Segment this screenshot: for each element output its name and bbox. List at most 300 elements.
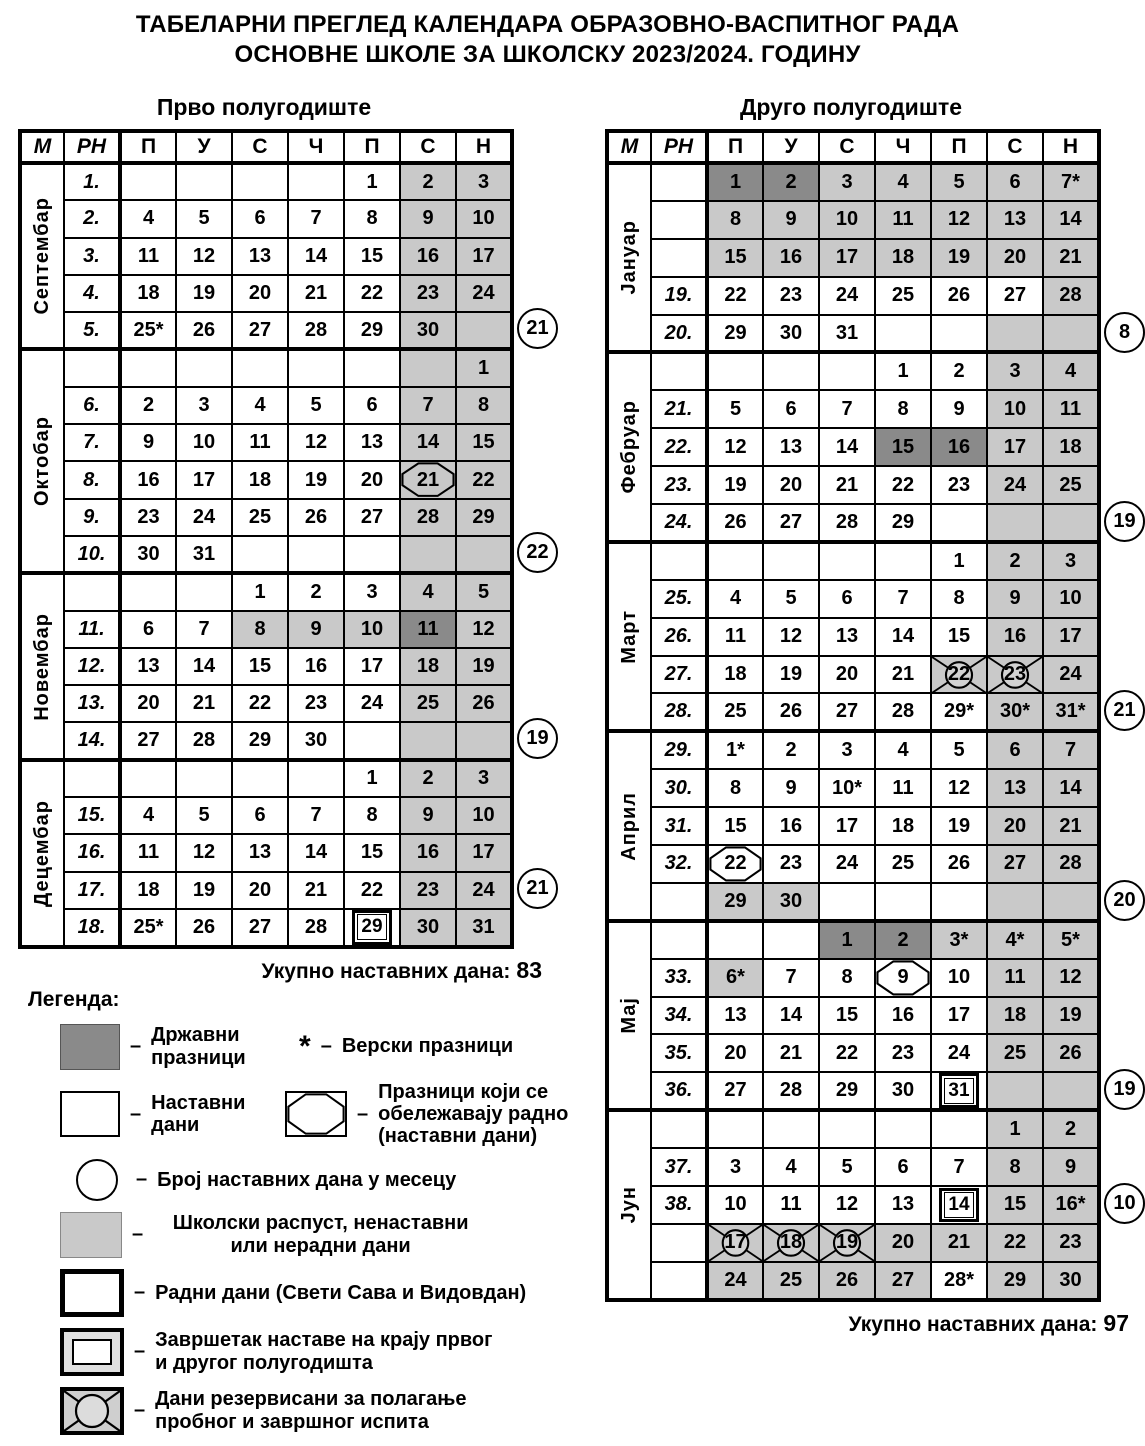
day-number: 21	[416, 468, 440, 491]
month-name-cell	[607, 542, 651, 731]
day-number: 25	[248, 505, 272, 528]
day-number: 5	[310, 393, 322, 416]
day-cell	[232, 573, 288, 610]
day-number: 4	[1064, 360, 1077, 383]
day-number: 27	[137, 729, 160, 752]
week-number-cell: 19.	[651, 277, 707, 315]
day-cell	[875, 352, 931, 390]
day-number: 3	[841, 739, 853, 762]
day-number: 22	[248, 692, 272, 715]
day-number: 2	[785, 170, 797, 193]
day-cell	[400, 275, 456, 312]
day-number: 2	[310, 580, 322, 603]
day-cell	[987, 315, 1043, 353]
total-label: Укупно наставних дана:	[848, 1312, 1098, 1336]
day-number: 28	[891, 700, 915, 723]
day-number: 3	[1064, 549, 1077, 572]
day-number: 16	[779, 814, 803, 837]
exam-days-swatch	[60, 1387, 124, 1435]
day-number: 24	[192, 505, 216, 528]
day-cell	[1043, 239, 1099, 277]
day-cell	[120, 872, 176, 909]
day-cell	[344, 163, 400, 200]
day-number: 9	[422, 804, 434, 827]
day-cell	[987, 277, 1043, 315]
day-cell	[1043, 390, 1099, 428]
month-name: Фебруар	[618, 400, 640, 494]
monthly-teaching-days-count: 21	[517, 308, 558, 349]
day-number: 15	[1003, 1193, 1027, 1216]
day-cell	[931, 390, 987, 428]
day-cell	[176, 722, 232, 759]
semester-first-total	[18, 957, 542, 984]
week-number-cell: 26.	[651, 618, 707, 656]
day-cell	[763, 239, 819, 277]
day-number: 18	[248, 468, 272, 491]
day-number: 28	[192, 729, 216, 752]
day-cell	[1043, 769, 1099, 807]
day-cell	[400, 163, 456, 200]
week-number-cell: 5.	[64, 312, 120, 349]
week-number-cell: 9.	[64, 499, 120, 536]
calendar-tables	[0, 70, 1136, 1446]
legend-label: Завршетак наставе на крају првог и другог полугодишта	[155, 1329, 493, 1374]
day-number: 30	[1059, 1268, 1082, 1291]
week-number-cell	[651, 201, 707, 239]
day-cell	[987, 1224, 1043, 1262]
day-number: 26	[304, 505, 328, 528]
day-number: 3	[729, 1155, 742, 1178]
day-cell	[763, 1224, 819, 1262]
dash: –	[134, 1281, 146, 1304]
day-cell	[176, 797, 232, 834]
month-name-cell	[607, 731, 651, 920]
day-number: 1	[366, 767, 378, 790]
day-cell	[931, 656, 987, 694]
monthly-count-circle-swatch	[76, 1159, 118, 1201]
day-cell	[232, 387, 288, 424]
day-number: 23	[1003, 663, 1027, 686]
day-number: 20	[1003, 814, 1027, 837]
day-cell	[819, 1148, 875, 1186]
legend-item-school-break	[60, 1212, 488, 1258]
day-number: 17	[724, 1231, 747, 1254]
day-number: 30	[891, 1079, 915, 1102]
day-cell	[1043, 618, 1099, 656]
day-cell	[763, 656, 819, 694]
day-number: 20	[835, 663, 859, 686]
day-cell	[931, 1110, 987, 1148]
day-number: 26	[947, 852, 971, 875]
day-cell	[344, 573, 400, 610]
day-cell	[875, 1148, 931, 1186]
day-cell	[819, 731, 875, 769]
day-number: 29	[724, 889, 747, 912]
day-cell	[1043, 1110, 1099, 1148]
day-number: 4	[422, 580, 434, 603]
day-column-header: П	[120, 131, 176, 163]
day-number: 24	[472, 282, 495, 305]
day-number: 1	[366, 170, 378, 193]
day-cell	[176, 275, 232, 312]
day-cell	[288, 872, 344, 909]
asterisk-icon: *	[299, 1029, 311, 1063]
day-cell	[987, 1148, 1043, 1186]
day-cell	[176, 499, 232, 536]
day-cell	[875, 693, 931, 731]
day-cell	[288, 909, 344, 947]
day-number: 15	[947, 625, 971, 648]
day-cell	[763, 163, 819, 201]
day-number: 4	[897, 739, 909, 762]
day-number: 20	[1003, 246, 1027, 269]
day-column-header: Н	[456, 131, 512, 163]
day-cell	[1043, 1148, 1099, 1186]
day-number: 4	[729, 587, 742, 610]
day-cell	[400, 685, 456, 722]
day-cell	[875, 921, 931, 959]
day-number: 2	[142, 393, 155, 416]
day-cell	[1043, 883, 1099, 921]
week-number-cell	[651, 1262, 707, 1300]
day-cell	[987, 542, 1043, 580]
day-number: 28	[304, 915, 328, 938]
day-number: 22	[947, 663, 971, 686]
day-number: 28	[416, 505, 440, 528]
day-cell	[875, 1186, 931, 1224]
day-column-header: П	[344, 131, 400, 163]
day-number: 12	[1059, 966, 1082, 989]
semester-second-total	[605, 1310, 1129, 1337]
day-cell	[931, 1186, 987, 1224]
day-cell	[456, 611, 512, 648]
day-number: 18	[779, 1231, 803, 1254]
day-cell	[931, 883, 987, 921]
working-days-swatch	[60, 1269, 124, 1317]
day-cell	[232, 611, 288, 648]
day-cell	[875, 315, 931, 353]
day-number: 26	[472, 692, 495, 715]
legend	[18, 987, 569, 1435]
day-number: 24	[835, 852, 859, 875]
week-number-cell: 37.	[651, 1148, 707, 1186]
day-cell	[875, 542, 931, 580]
day-number: 7	[841, 397, 853, 420]
day-number: 13	[360, 431, 384, 454]
day-cell	[763, 277, 819, 315]
day-cell	[707, 921, 763, 959]
day-number: 16	[304, 655, 328, 677]
day-number: 10	[472, 804, 495, 827]
day-number: 13	[724, 1004, 747, 1027]
day-number: 22	[835, 1041, 859, 1064]
day-number: 17	[835, 814, 859, 837]
day-cell	[288, 461, 344, 498]
day-number: 20	[724, 1041, 747, 1064]
day-number: 3	[841, 170, 853, 193]
day-number: 5	[198, 804, 210, 827]
day-number: 19	[779, 663, 803, 686]
legend-row-3	[60, 1159, 558, 1201]
semester-end-swatch-inner	[72, 1339, 112, 1365]
day-number: 27	[248, 915, 272, 938]
day-cell	[875, 1072, 931, 1110]
day-number: 25*	[133, 318, 164, 341]
week-number-cell	[64, 349, 120, 386]
day-cell	[120, 536, 176, 573]
day-cell	[931, 845, 987, 883]
legend-label: Број наставних дана у месецу	[157, 1168, 457, 1191]
day-cell	[987, 1034, 1043, 1072]
day-cell	[400, 238, 456, 275]
day-cell	[707, 1072, 763, 1110]
day-number: 4	[785, 1155, 797, 1178]
day-number: 11	[1059, 397, 1082, 420]
day-cell	[176, 461, 232, 498]
day-number: 27	[779, 510, 803, 533]
day-number: 15	[472, 431, 495, 454]
day-cell	[456, 872, 512, 909]
day-cell	[707, 201, 763, 239]
day-cell	[987, 580, 1043, 618]
teaching-day-swatch	[60, 1091, 120, 1137]
day-cell	[288, 611, 344, 648]
day-cell	[931, 580, 987, 618]
day-cell	[707, 390, 763, 428]
day-number: 29	[360, 318, 384, 341]
day-cell	[931, 277, 987, 315]
day-column-header: П	[707, 131, 763, 163]
day-column-header: С	[987, 131, 1043, 163]
day-number: 20	[248, 282, 272, 305]
day-number: 12	[724, 435, 747, 458]
day-number: 16	[891, 1004, 915, 1027]
day-cell	[707, 1224, 763, 1262]
day-number: 21	[304, 282, 328, 305]
day-number: 26	[835, 1268, 859, 1291]
day-cell	[707, 1148, 763, 1186]
day-number: 2	[1064, 1118, 1077, 1141]
day-cell	[288, 238, 344, 275]
day-cell	[1043, 428, 1099, 466]
day-cell	[931, 239, 987, 277]
day-cell	[400, 499, 456, 536]
day-cell	[120, 238, 176, 275]
day-number: 26	[192, 318, 216, 341]
day-number: 14	[779, 1004, 803, 1027]
day-number: 2	[422, 170, 434, 193]
day-cell	[400, 909, 456, 947]
dash: –	[134, 1399, 146, 1422]
day-cell	[232, 536, 288, 573]
day-number: 7	[897, 587, 909, 610]
day-cell	[288, 499, 344, 536]
day-number: 3	[477, 767, 490, 790]
day-number: 3	[477, 170, 490, 193]
day-cell	[120, 349, 176, 386]
legend-item-semester-end	[60, 1328, 495, 1376]
month-name: Март	[618, 609, 640, 664]
day-number: 30	[137, 542, 160, 565]
monthly-teaching-days-count: 10	[1104, 1183, 1145, 1224]
week-number-cell: 3.	[64, 238, 120, 275]
day-number: 12	[947, 776, 971, 799]
day-number: 6	[366, 393, 378, 416]
day-number: 9	[422, 207, 434, 230]
day-cell	[931, 693, 987, 731]
day-cell	[987, 504, 1043, 542]
day-cell	[819, 618, 875, 656]
day-cell	[1043, 201, 1099, 239]
day-number: 23	[779, 284, 803, 307]
week-number-cell	[64, 760, 120, 797]
day-number: 26	[1059, 1041, 1082, 1064]
day-cell	[707, 1110, 763, 1148]
day-number: 29	[891, 510, 915, 533]
day-cell	[875, 163, 931, 201]
day-cell	[707, 277, 763, 315]
week-number-cell: 10.	[64, 536, 120, 573]
day-cell	[456, 387, 512, 424]
day-cell	[400, 611, 456, 648]
day-number: 31*	[1055, 700, 1086, 723]
day-number: 31	[472, 915, 495, 938]
day-number: 1	[897, 360, 909, 383]
day-cell	[819, 315, 875, 353]
day-number: 19	[472, 655, 495, 677]
day-cell	[232, 238, 288, 275]
day-cell	[707, 731, 763, 769]
dash: –	[357, 1102, 369, 1125]
day-cell	[232, 648, 288, 685]
day-number: 8	[366, 207, 378, 230]
day-cell	[120, 797, 176, 834]
day-cell	[400, 648, 456, 685]
day-number: 18	[137, 282, 160, 305]
day-cell	[288, 200, 344, 237]
calendar-table	[605, 129, 1101, 1302]
semester-first	[18, 70, 569, 1446]
day-cell	[456, 760, 512, 797]
day-cell	[1043, 504, 1099, 542]
day-cell	[763, 883, 819, 921]
day-cell	[120, 163, 176, 200]
day-cell	[344, 499, 400, 536]
legend-row-2	[60, 1080, 569, 1148]
monthly-teaching-days-count: 19	[1104, 501, 1145, 542]
day-cell	[819, 1262, 875, 1300]
legend-label: Празници који се обележавају радно (наставни дани)	[378, 1080, 569, 1148]
day-cell	[987, 1186, 1043, 1224]
day-cell	[456, 424, 512, 461]
day-number: 12	[472, 617, 495, 640]
day-cell	[232, 685, 288, 722]
day-cell	[707, 807, 763, 845]
day-cell	[232, 200, 288, 237]
day-cell	[931, 1072, 987, 1110]
calendar-table	[18, 129, 514, 949]
monthly-teaching-days-count: 8	[1104, 312, 1145, 353]
day-cell	[819, 542, 875, 580]
legend-item-exam-days	[60, 1387, 505, 1435]
day-number: 19	[724, 473, 747, 496]
day-number: 27	[360, 505, 384, 528]
day-number: 10*	[831, 776, 863, 799]
day-number: 7	[1064, 739, 1077, 762]
legend-item-religious-holiday	[285, 1029, 514, 1063]
day-number: 9	[897, 966, 909, 989]
day-number: 30	[779, 889, 803, 912]
day-number: 15	[360, 244, 384, 267]
day-number: 9	[953, 397, 965, 420]
day-number: 1	[953, 549, 965, 572]
day-number: 2	[422, 767, 434, 790]
day-number: 21	[891, 663, 915, 686]
day-number: 25	[891, 852, 915, 875]
day-number: 18	[137, 878, 160, 901]
month-name: Децембар	[31, 799, 53, 907]
day-number: 2	[953, 360, 965, 383]
day-cell	[875, 466, 931, 504]
day-number: 22	[724, 284, 747, 307]
working-holiday-octagon-icon	[287, 1093, 345, 1135]
day-number: 24	[360, 692, 384, 715]
day-number: 9	[1064, 1155, 1077, 1178]
day-number: 6	[254, 804, 266, 827]
day-cell	[120, 648, 176, 685]
day-cell	[707, 618, 763, 656]
day-cell	[819, 693, 875, 731]
day-number: 16	[137, 468, 160, 491]
day-cell	[400, 349, 456, 386]
day-cell	[1043, 656, 1099, 694]
day-cell	[120, 424, 176, 461]
day-cell	[120, 461, 176, 498]
day-cell	[707, 1262, 763, 1300]
day-cell	[819, 921, 875, 959]
day-cell	[120, 573, 176, 610]
day-number: 9	[1009, 587, 1021, 610]
day-number: 7*	[1061, 170, 1080, 193]
month-column-header: М	[20, 131, 64, 163]
day-cell	[819, 580, 875, 618]
day-number: 13	[891, 1193, 915, 1216]
day-cell	[288, 349, 344, 386]
day-cell	[763, 997, 819, 1035]
day-cell	[344, 536, 400, 573]
legend-row-7	[60, 1387, 558, 1435]
day-cell	[456, 163, 512, 200]
day-number: 31	[835, 321, 859, 344]
semester-first-title: Прво полугодиште	[156, 94, 372, 120]
day-cell	[987, 163, 1043, 201]
day-number: 14	[304, 841, 328, 864]
day-number: 23	[137, 505, 160, 528]
day-cell	[707, 239, 763, 277]
page-title-line2: ОСНОВНЕ ШКОЛЕ ЗА ШКОЛСКУ 2023/2024. ГОДИНУ	[234, 41, 861, 68]
day-number: 18	[724, 663, 747, 686]
page-title-line1: ТАБЕЛАРНИ ПРЕГЛЕД КАЛЕНДАРА ОБРАЗОВНО-ВАСПИТНОГ РАДА	[135, 11, 960, 38]
day-cell	[1043, 807, 1099, 845]
week-number-cell: 7.	[64, 424, 120, 461]
day-cell	[931, 1148, 987, 1186]
day-cell	[707, 352, 763, 390]
day-cell	[763, 201, 819, 239]
day-cell	[344, 685, 400, 722]
day-number: 7	[785, 966, 797, 989]
day-cell	[819, 1186, 875, 1224]
day-number: 21	[1059, 246, 1082, 269]
